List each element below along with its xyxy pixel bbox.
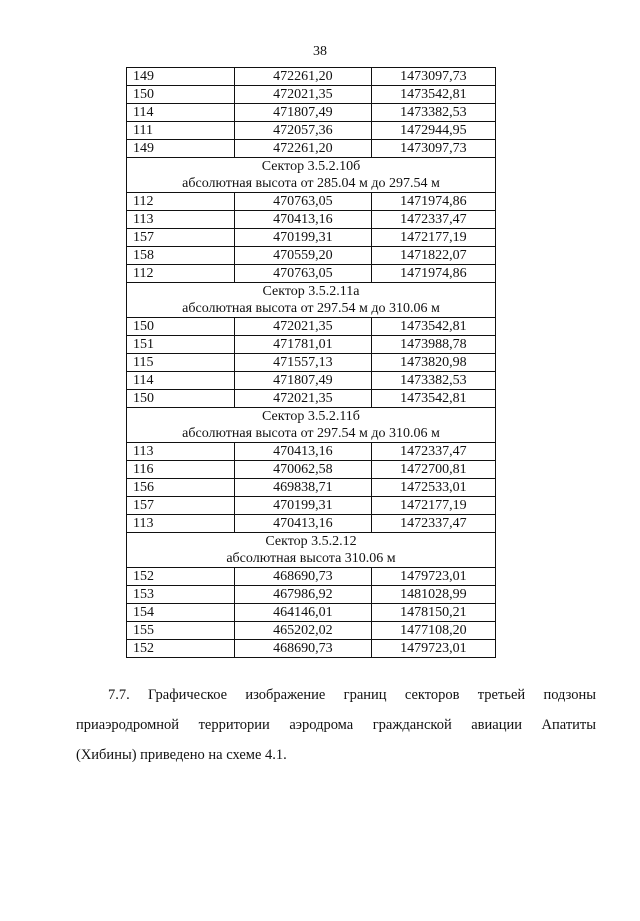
x-coordinate-cell: 470763,05 — [235, 265, 371, 283]
table-row — [127, 140, 496, 158]
point-number-cell: 152 — [127, 640, 235, 658]
point-number-cell: 150 — [127, 390, 235, 408]
y-coordinate-cell: 1472337,47 — [371, 515, 495, 533]
table-row — [127, 68, 496, 86]
table-row — [127, 497, 496, 515]
point-number-cell: 157 — [127, 497, 235, 515]
point-number-cell: 158 — [127, 247, 235, 265]
table-row — [127, 86, 496, 104]
table-row — [127, 354, 496, 372]
table-row — [127, 229, 496, 247]
coordinates-table — [126, 67, 496, 658]
table-row — [127, 586, 496, 604]
point-number-cell: 155 — [127, 622, 235, 640]
x-coordinate-cell: 470559,20 — [235, 247, 371, 265]
point-number-cell: 151 — [127, 336, 235, 354]
point-number-cell: 113 — [127, 443, 235, 461]
paragraph-line: (Хибины) приведено на схеме 4.1. — [76, 747, 287, 763]
y-coordinate-cell: 1472337,47 — [371, 211, 495, 229]
x-coordinate-cell: 472021,35 — [235, 390, 371, 408]
table-row — [127, 318, 496, 336]
x-coordinate-cell: 472261,20 — [235, 68, 371, 86]
table-row — [127, 390, 496, 408]
paragraph-7-7 — [76, 680, 596, 770]
sector-title: Сектор 3.5.2.11а — [127, 283, 496, 301]
y-coordinate-cell: 1473097,73 — [371, 140, 495, 158]
sector-title-row — [127, 533, 496, 551]
paragraph-line: 7.7. Графическое изображение границ секторов третьей подзоны — [108, 687, 596, 703]
x-coordinate-cell: 470413,16 — [235, 211, 371, 229]
table-row — [127, 479, 496, 497]
y-coordinate-cell: 1477108,20 — [371, 622, 495, 640]
y-coordinate-cell: 1478150,21 — [371, 604, 495, 622]
y-coordinate-cell: 1473382,53 — [371, 104, 495, 122]
point-number-cell: 112 — [127, 193, 235, 211]
y-coordinate-cell: 1472700,81 — [371, 461, 495, 479]
table-row — [127, 265, 496, 283]
y-coordinate-cell: 1473542,81 — [371, 390, 495, 408]
point-number-cell: 156 — [127, 479, 235, 497]
point-number-cell: 153 — [127, 586, 235, 604]
point-number-cell: 112 — [127, 265, 235, 283]
x-coordinate-cell: 471557,13 — [235, 354, 371, 372]
point-number-cell: 114 — [127, 104, 235, 122]
sector-height-row — [127, 425, 496, 443]
table-row — [127, 372, 496, 390]
point-number-cell: 116 — [127, 461, 235, 479]
table-row — [127, 193, 496, 211]
x-coordinate-cell: 470763,05 — [235, 193, 371, 211]
y-coordinate-cell: 1472944,95 — [371, 122, 495, 140]
x-coordinate-cell: 472021,35 — [235, 318, 371, 336]
sector-title: Сектор 3.5.2.11б — [127, 408, 496, 426]
table-row — [127, 461, 496, 479]
x-coordinate-cell: 470413,16 — [235, 515, 371, 533]
sector-height-row — [127, 550, 496, 568]
y-coordinate-cell: 1481028,99 — [371, 586, 495, 604]
y-coordinate-cell: 1473988,78 — [371, 336, 495, 354]
x-coordinate-cell: 470199,31 — [235, 229, 371, 247]
paragraph-line: приаэродромной территории аэродрома гражданской авиации Апатиты — [76, 717, 596, 733]
point-number-cell: 113 — [127, 515, 235, 533]
x-coordinate-cell: 472261,20 — [235, 140, 371, 158]
y-coordinate-cell: 1472177,19 — [371, 497, 495, 515]
table-row — [127, 568, 496, 586]
y-coordinate-cell: 1472337,47 — [371, 443, 495, 461]
sector-height: абсолютная высота 310.06 м — [127, 550, 496, 568]
point-number-cell: 150 — [127, 86, 235, 104]
x-coordinate-cell: 472021,35 — [235, 86, 371, 104]
y-coordinate-cell: 1479723,01 — [371, 568, 495, 586]
table-row — [127, 604, 496, 622]
y-coordinate-cell: 1473820,98 — [371, 354, 495, 372]
point-number-cell: 149 — [127, 68, 235, 86]
x-coordinate-cell: 471807,49 — [235, 372, 371, 390]
x-coordinate-cell: 465202,02 — [235, 622, 371, 640]
sector-title: Сектор 3.5.2.12 — [127, 533, 496, 551]
point-number-cell: 113 — [127, 211, 235, 229]
x-coordinate-cell: 470413,16 — [235, 443, 371, 461]
table-row — [127, 622, 496, 640]
x-coordinate-cell: 472057,36 — [235, 122, 371, 140]
sector-height-row — [127, 175, 496, 193]
table-row — [127, 336, 496, 354]
sector-height-row — [127, 300, 496, 318]
x-coordinate-cell: 471807,49 — [235, 104, 371, 122]
y-coordinate-cell: 1471974,86 — [371, 193, 495, 211]
x-coordinate-cell: 470199,31 — [235, 497, 371, 515]
y-coordinate-cell: 1473542,81 — [371, 318, 495, 336]
table-row — [127, 211, 496, 229]
point-number-cell: 154 — [127, 604, 235, 622]
point-number-cell: 111 — [127, 122, 235, 140]
y-coordinate-cell: 1472177,19 — [371, 229, 495, 247]
y-coordinate-cell: 1472533,01 — [371, 479, 495, 497]
table-row — [127, 104, 496, 122]
sector-title-row — [127, 158, 496, 176]
table-row — [127, 122, 496, 140]
y-coordinate-cell: 1471822,07 — [371, 247, 495, 265]
x-coordinate-cell: 468690,73 — [235, 568, 371, 586]
x-coordinate-cell: 469838,71 — [235, 479, 371, 497]
point-number-cell: 149 — [127, 140, 235, 158]
point-number-cell: 150 — [127, 318, 235, 336]
y-coordinate-cell: 1473382,53 — [371, 372, 495, 390]
sector-title: Сектор 3.5.2.10б — [127, 158, 496, 176]
sector-height: абсолютная высота от 297.54 м до 310.06 м — [127, 300, 496, 318]
x-coordinate-cell: 471781,01 — [235, 336, 371, 354]
table-row — [127, 515, 496, 533]
point-number-cell: 157 — [127, 229, 235, 247]
sector-title-row — [127, 283, 496, 301]
point-number-cell: 114 — [127, 372, 235, 390]
sector-title-row — [127, 408, 496, 426]
table-row — [127, 247, 496, 265]
sector-height: абсолютная высота от 285.04 м до 297.54 м — [127, 175, 496, 193]
point-number-cell: 115 — [127, 354, 235, 372]
y-coordinate-cell: 1473097,73 — [371, 68, 495, 86]
y-coordinate-cell: 1471974,86 — [371, 265, 495, 283]
y-coordinate-cell: 1473542,81 — [371, 86, 495, 104]
page-number: 38 — [313, 44, 327, 59]
x-coordinate-cell: 470062,58 — [235, 461, 371, 479]
x-coordinate-cell: 467986,92 — [235, 586, 371, 604]
y-coordinate-cell: 1479723,01 — [371, 640, 495, 658]
table-row — [127, 443, 496, 461]
point-number-cell: 152 — [127, 568, 235, 586]
sector-height: абсолютная высота от 297.54 м до 310.06 м — [127, 425, 496, 443]
table-row — [127, 640, 496, 658]
x-coordinate-cell: 464146,01 — [235, 604, 371, 622]
x-coordinate-cell: 468690,73 — [235, 640, 371, 658]
